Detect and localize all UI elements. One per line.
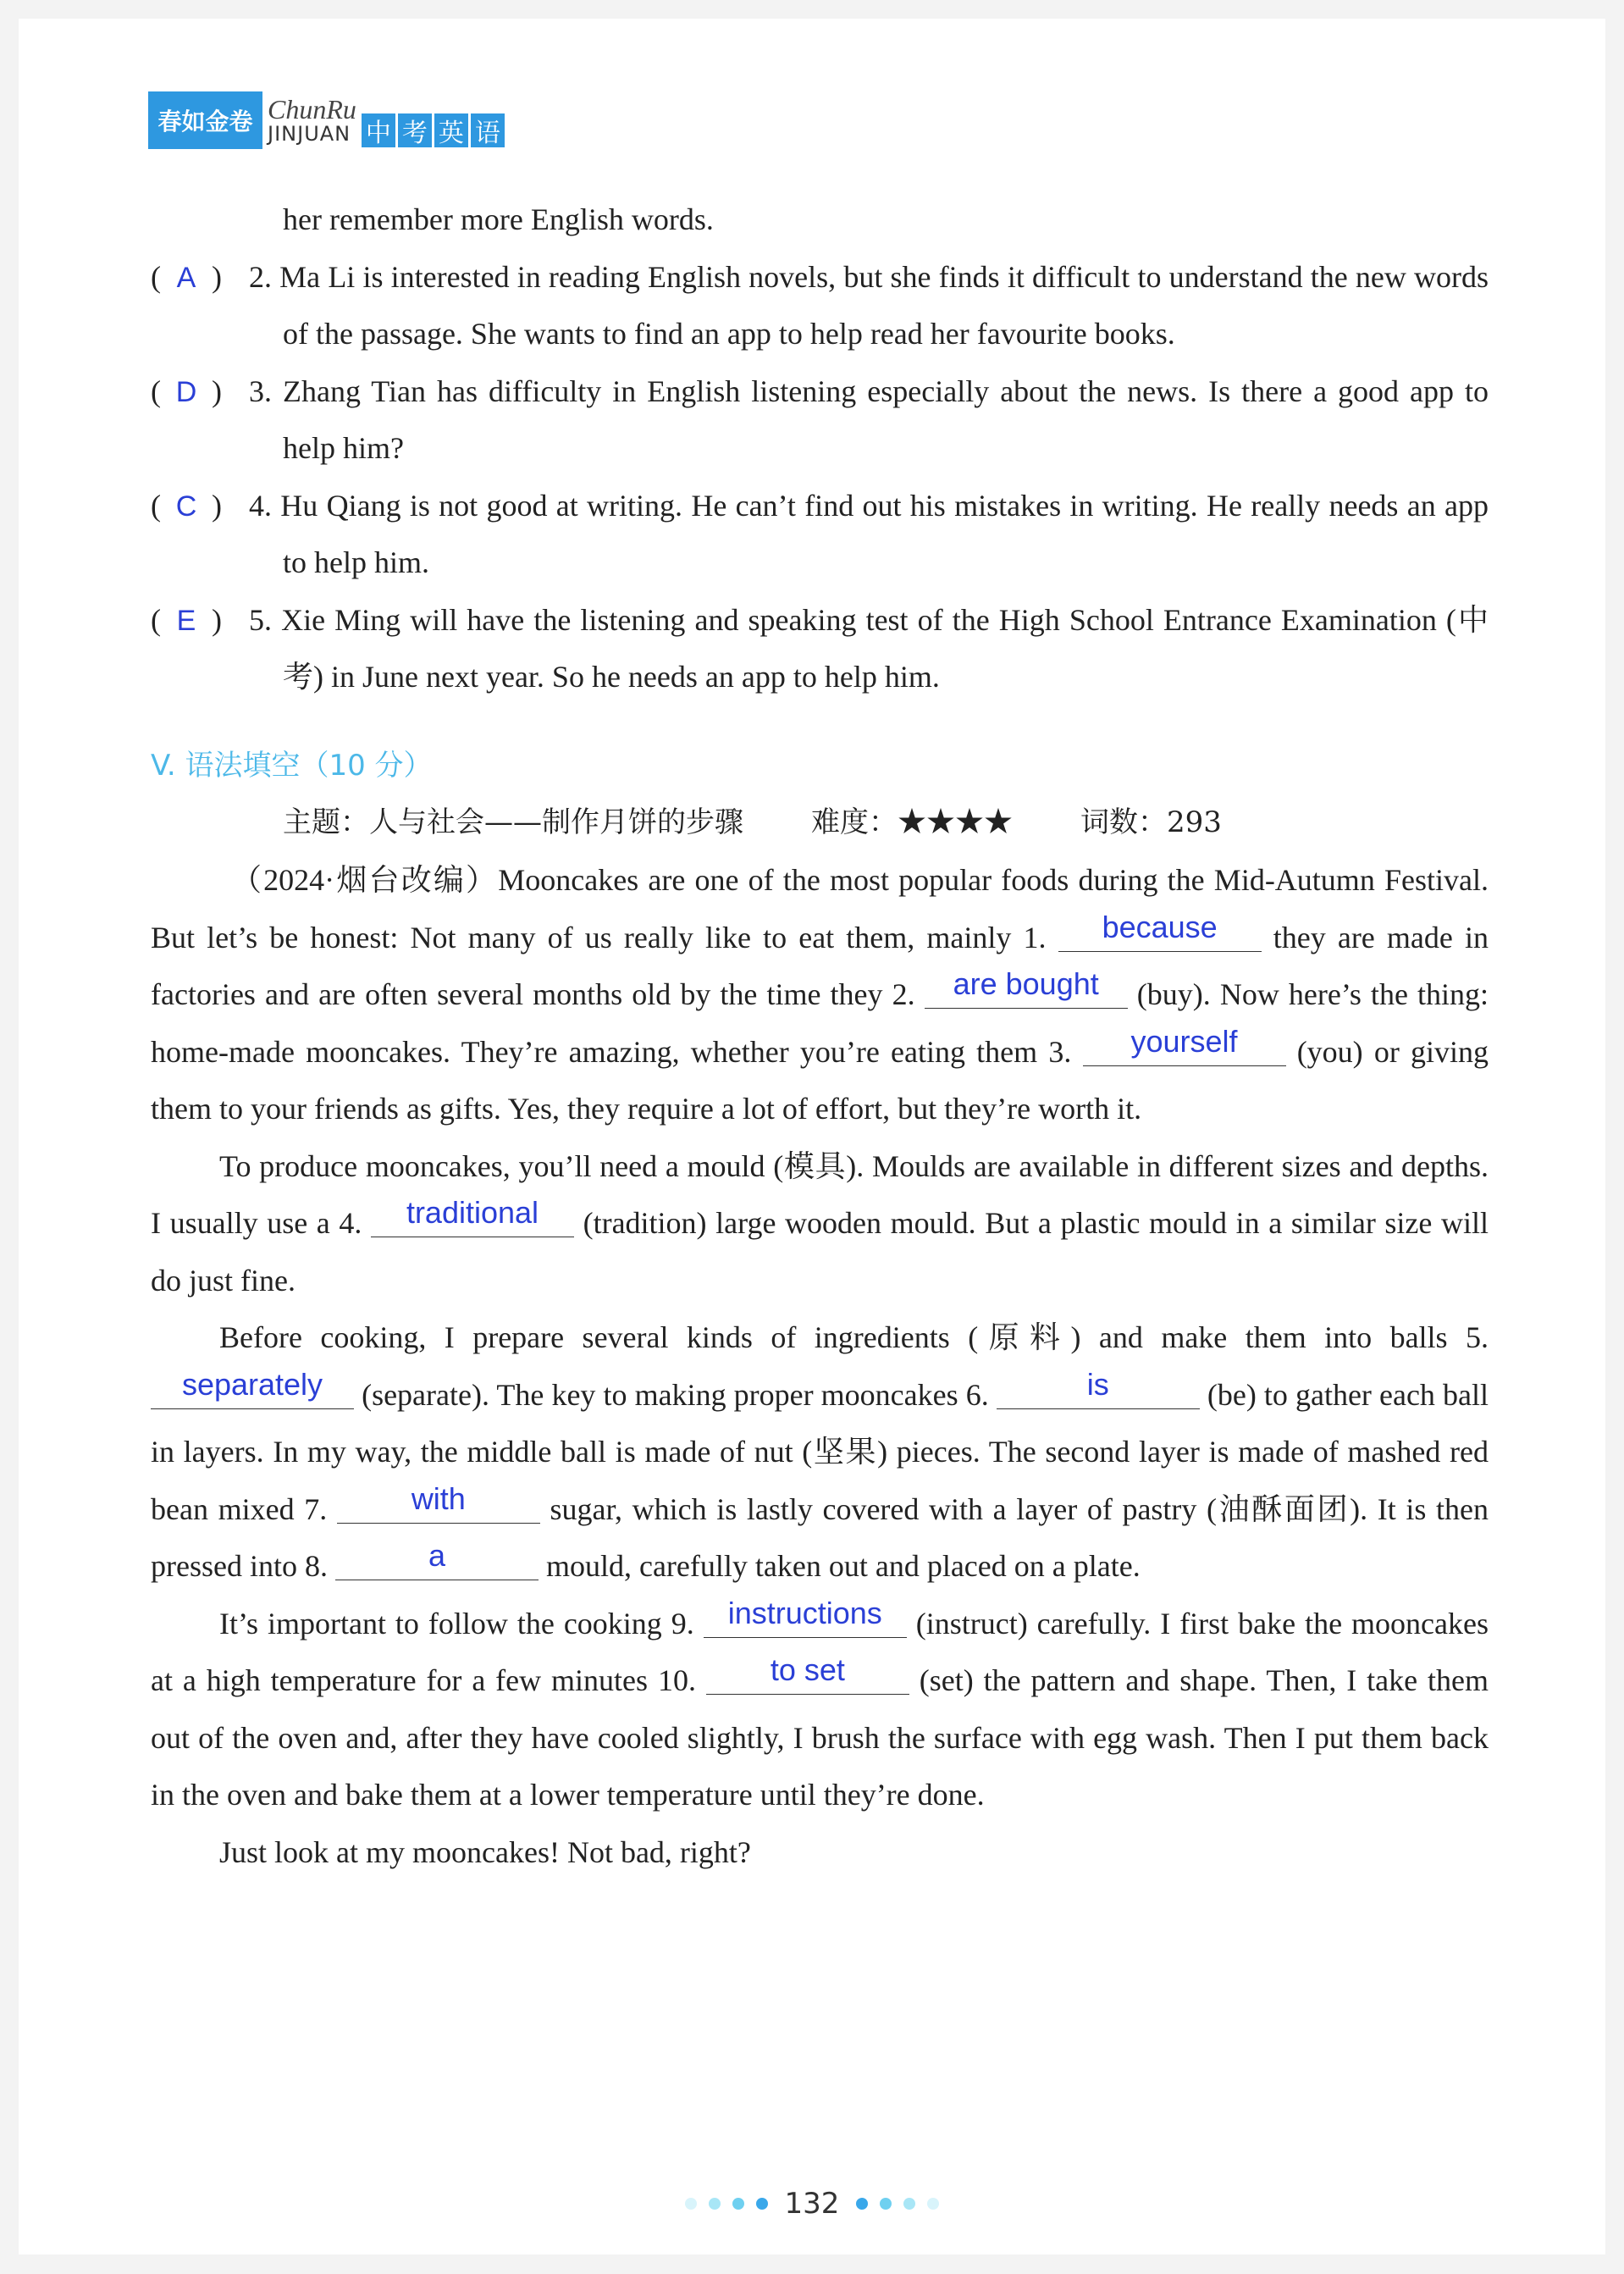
blank-5 (151, 1366, 354, 1409)
blank-7 (337, 1480, 540, 1524)
blank-3 (1083, 1023, 1286, 1066)
text: (you) or giving them to your friends as gifts. Yes, they require a lot of effort, but they’re worth it. (151, 1034, 1489, 1126)
question-text: Xie Ming will have the listening and speaking test of the High School Entrance Examination (中考) in June next year. So he needs an app to help him. (281, 602, 1489, 694)
blank-answer: because (1102, 909, 1218, 944)
section-meta (283, 794, 1222, 851)
page-number: 132 (784, 2187, 840, 2221)
blank-answer: instructions (727, 1595, 882, 1630)
dot-icon (880, 2198, 892, 2210)
matching-questions (151, 191, 1489, 706)
paragraph-4 (151, 1596, 1489, 1824)
dot-icon (732, 2198, 744, 2210)
answer: E (176, 604, 196, 637)
logo-latin-top: ChunRu (268, 94, 356, 124)
dot-icon (709, 2198, 721, 2210)
dot-icon (756, 2198, 768, 2210)
text: (buy). Now here’s the thing: home-made mooncakes. They’re amazing, whether you’re eating them 3. (151, 977, 1489, 1069)
subject-char: 考 (398, 113, 432, 147)
subject-char: 中 (362, 113, 395, 147)
text: mould, carefully taken out and placed on a plate. (538, 1549, 1141, 1583)
answer: D (175, 375, 197, 408)
question-number: 2. (249, 259, 272, 294)
text: It’s important to follow the cooking 9. (219, 1606, 704, 1640)
question-4: ( C ) 4. Hu Qiang is not good at writing. He can’t find out his mistakes in writing. He really needs an app to help him. (151, 478, 1489, 592)
blank-answer: is (1086, 1366, 1109, 1402)
page-footer (0, 2187, 1624, 2221)
topic: 主题：人与社会——制作月饼的步骤 (283, 805, 743, 839)
text: （2024·烟台改编）Mooncakes are one of the most popular foods during the Mid-Autumn Festival. But let’s be honest: Not many of us really like to eat them, mainly 1. (151, 863, 1489, 954)
question-text: Zhang Tian has difficulty in English listening especially about the news. Is there a good app to help him? (283, 373, 1489, 465)
text: (be) to gather each ball in layers. In my way, the middle ball is made of nut (坚果) pieces. The second layer is made of mashed red bean mixed 7. (151, 1377, 1489, 1526)
question-text: Ma Li is interested in reading English novels, but she finds it difficult to understand the new words of the passage. She wants to find an app to help read her favourite books. (279, 259, 1489, 351)
dot-icon (903, 2198, 915, 2210)
question-number: 5. (249, 602, 272, 637)
question-3: ( D ) 3. Zhang Tian has difficulty in English listening especially about the news. Is there a good app to help him? (151, 363, 1489, 478)
dot-icon (685, 2198, 697, 2210)
question-text: Hu Qiang is not good at writing. He can’t find out his mistakes in writing. He really needs an app to help him. (280, 488, 1489, 579)
text: (separate). The key to making proper mooncakes 6. (354, 1377, 997, 1412)
logo-subject (362, 91, 505, 149)
answer: C (175, 490, 197, 523)
word-count: 词数：293 (1080, 805, 1222, 839)
blank-answer: separately (181, 1366, 323, 1402)
text: (set) the pattern and shape. Then, I take them out of the oven and, after they have cooled slightly, I brush the surface with egg wash. Then I put them back in the oven and bake them at a lower temperature until they’re done. (151, 1663, 1489, 1812)
blank-1 (1058, 909, 1262, 952)
question-5: ( E ) 5. Xie Ming will have the listening and speaking test of the High School Entrance Examination (中考) in June next year. So he needs an app to help him. (151, 592, 1489, 706)
text: Before cooking, I prepare several kinds of ingredients (原料) and make them into balls 5. (219, 1320, 1489, 1354)
passage (151, 852, 1489, 1881)
blank-answer: traditional (406, 1195, 539, 1230)
text: To produce mooncakes, you’ll need a mould (模具). Moulds are available in different sizes and depths. I usually use a 4. (151, 1148, 1489, 1240)
section-title: V. 语法填空（10 分） (151, 749, 433, 783)
blank-9 (704, 1595, 907, 1638)
paragraph-1 (151, 852, 1489, 1138)
blank-8 (335, 1538, 539, 1580)
question-text: her remember more English words. (283, 202, 714, 236)
publisher-logo (148, 91, 505, 149)
text: they are made in factories and are often several months old by the time they 2. (151, 920, 1489, 1011)
blank-answer: with (411, 1480, 466, 1516)
paragraph-5: Just look at my mooncakes! Not bad, right? (219, 1834, 751, 1869)
subject-char: 英 (434, 113, 468, 147)
answer: A (176, 261, 196, 294)
text: sugar, which is lastly covered with a layer of pastry (油酥面团). It is then pressed into 8. (151, 1491, 1489, 1583)
logo-latin-bottom: JINJUAN (268, 122, 351, 146)
blank-6 (997, 1366, 1200, 1409)
paragraph-2 (151, 1138, 1489, 1310)
logo-brand: 春如金卷 (148, 91, 262, 149)
blank-answer: a (428, 1538, 445, 1573)
question-1-tail (151, 191, 1489, 249)
text: (instruct) carefully. I first bake the mooncakes at a high temperature for a few minutes 10. (151, 1606, 1489, 1697)
subject-char: 语 (471, 113, 505, 147)
blank-4 (371, 1195, 574, 1237)
blank-answer: to set (770, 1652, 845, 1687)
text: (tradition) large wooden mould. But a plastic mould in a similar size will do just fine. (151, 1206, 1489, 1297)
blank-2 (925, 966, 1128, 1009)
question-number: 3. (249, 373, 272, 408)
dot-icon (927, 2198, 939, 2210)
question-number: 4. (249, 488, 272, 523)
question-2: ( A ) 2. Ma Li is interested in reading English novels, but she finds it difficult to understand the new words of the passage. She wants to find an app to help read her favourite books. (151, 249, 1489, 363)
dot-icon (856, 2198, 868, 2210)
paragraph-3 (151, 1309, 1489, 1596)
blank-10 (706, 1652, 909, 1695)
difficulty: 难度：★★★★ (811, 805, 1013, 839)
blank-answer: yourself (1130, 1023, 1238, 1059)
blank-answer: are bought (953, 966, 1099, 1001)
